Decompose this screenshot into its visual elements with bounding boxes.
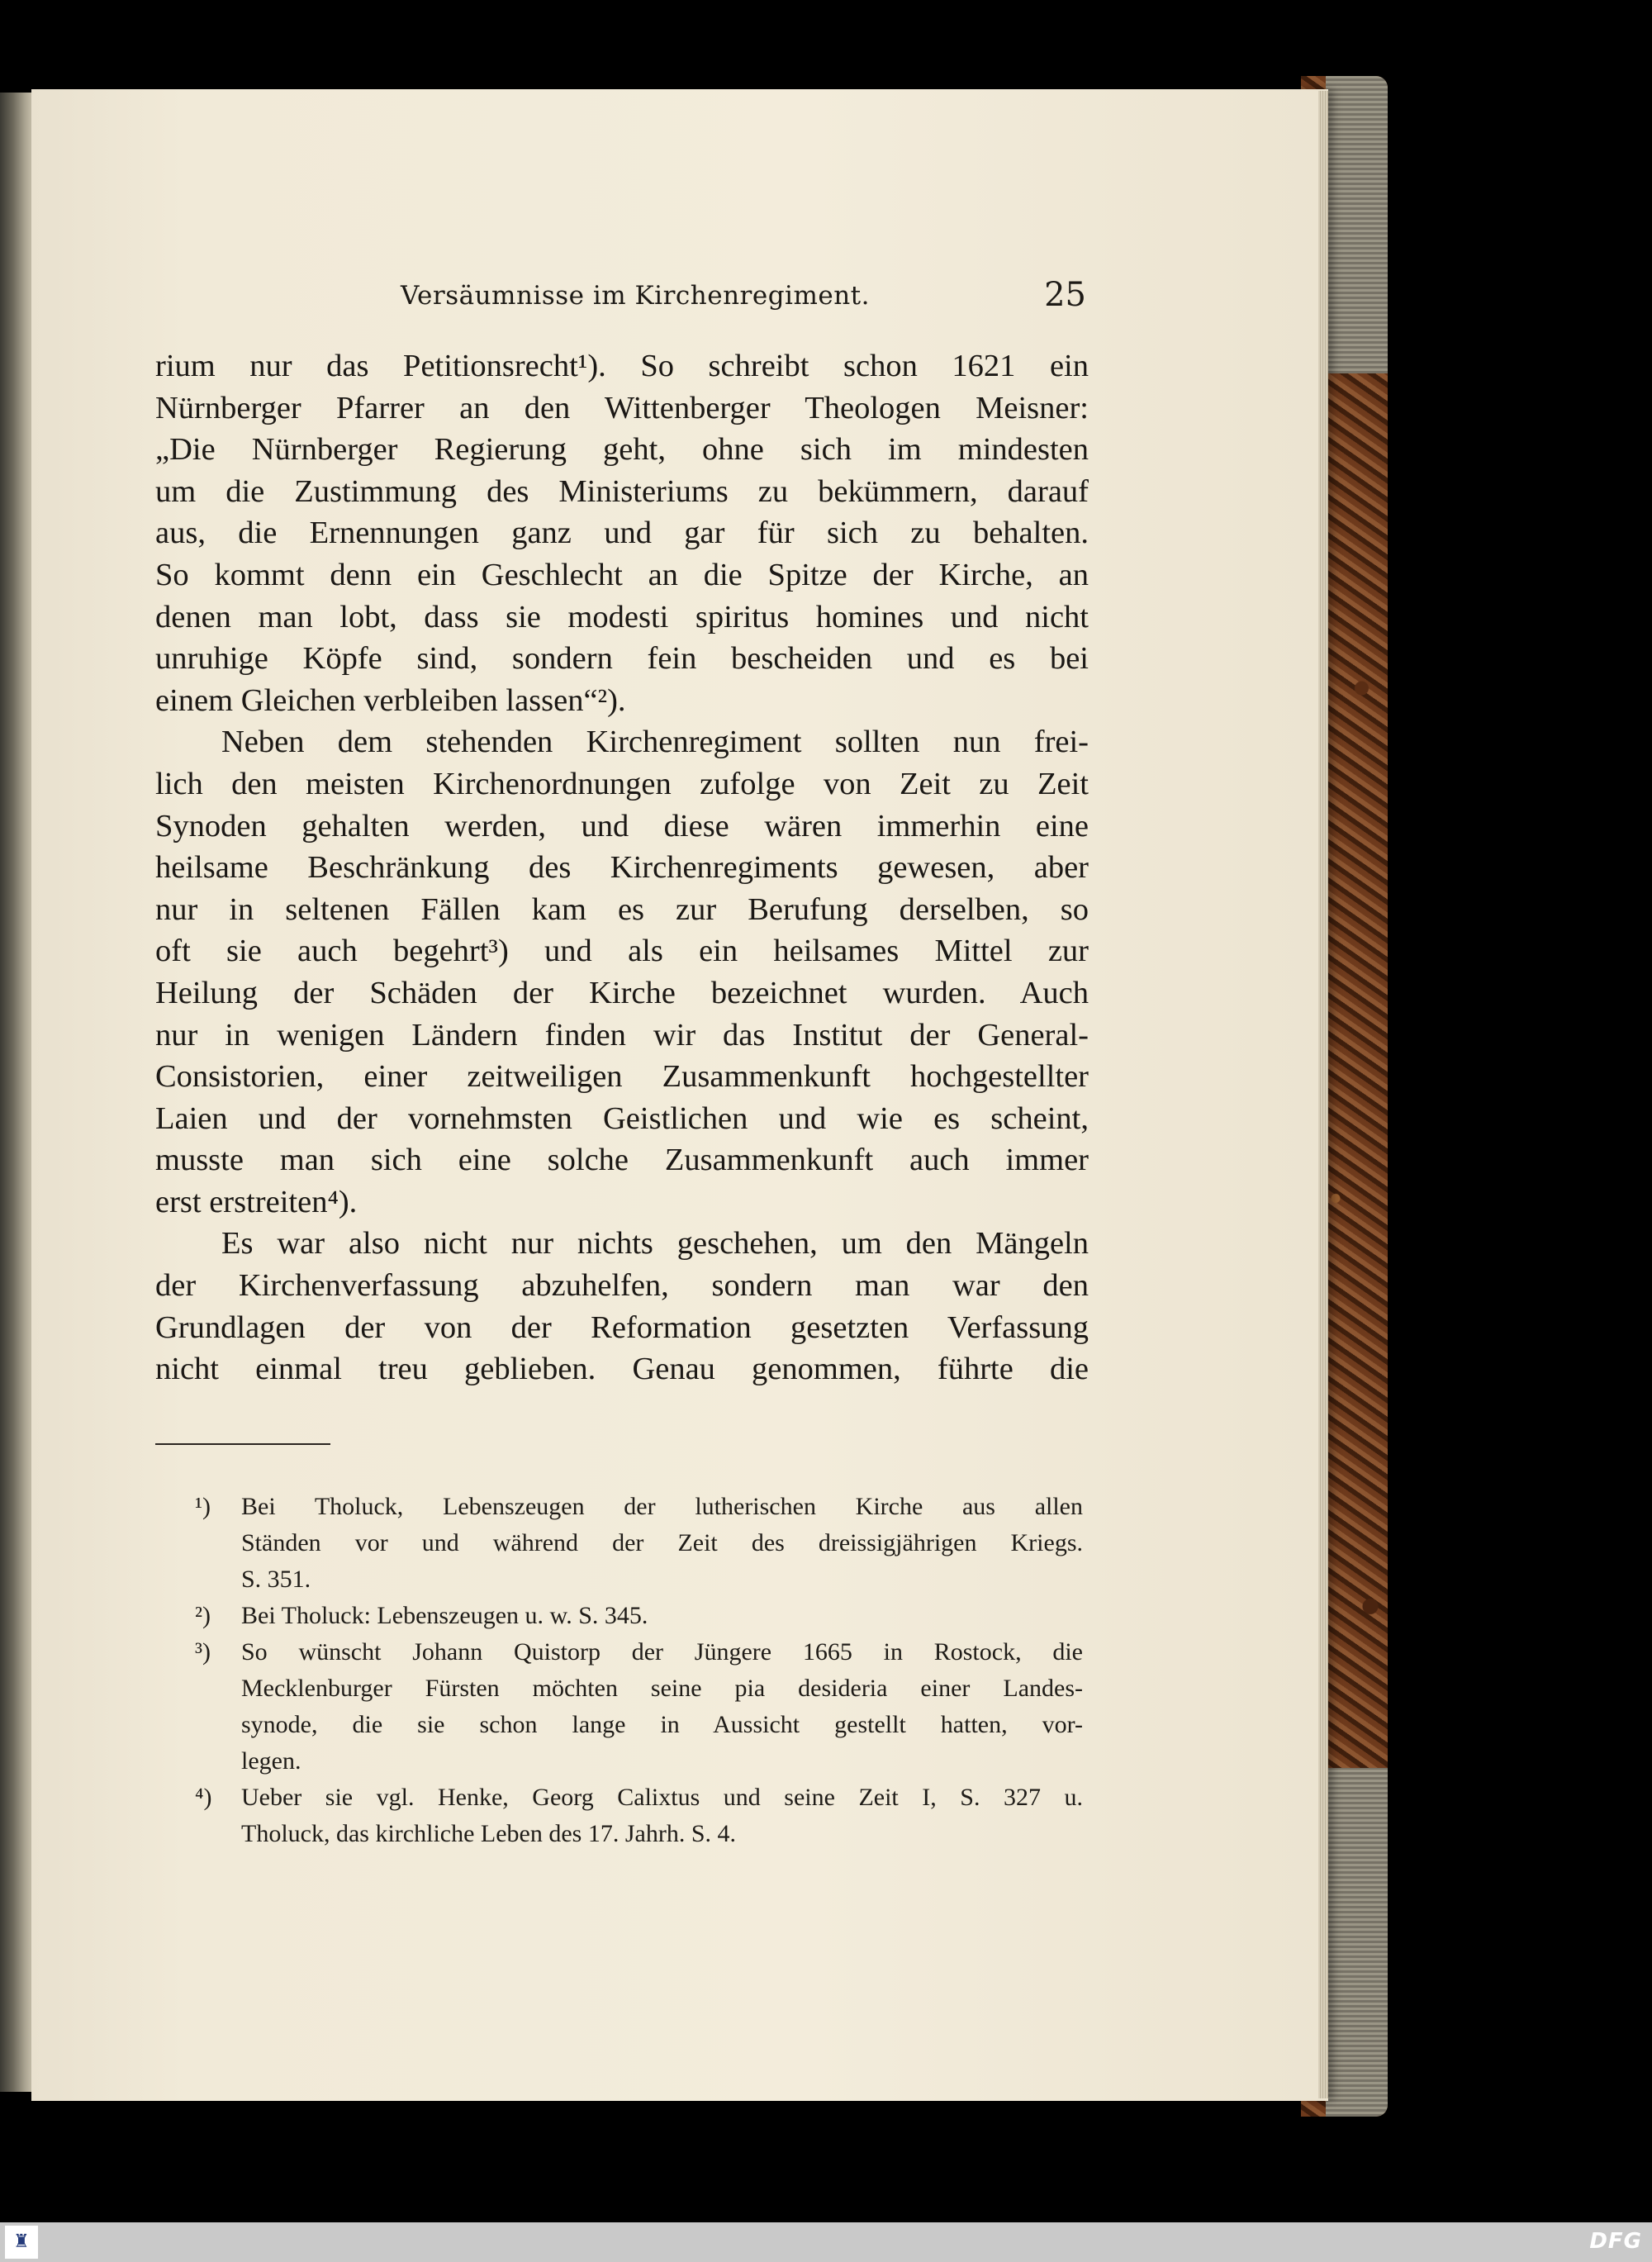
book-cover-cloth-bottom [1326, 1768, 1388, 2117]
footnote-line: Ueber sie vgl. Henke, Georg Calixtus und seine Zeit I, S. 327 u. [241, 1784, 1083, 1811]
body-line: Neben dem stehenden Kirchenregiment sollten nun frei- [221, 725, 1089, 760]
footnote-rule [155, 1443, 330, 1445]
body-line: Heilung der Schäden der Kirche bezeichnet wurden. Auch [155, 975, 1089, 1010]
body-line: rium nur das Petitionsrecht¹). So schreibt schon 1621 ein [155, 349, 1089, 383]
footnote-line: So wünscht Johann Quistorp der Jüngere 1665 in Rostock, die [241, 1638, 1083, 1666]
body-line: oft sie auch begehrt³) und als ein heilsames Mittel zur [155, 934, 1089, 969]
body-line: nicht einmal treu geblieben. Genau genommen, führte die [155, 1352, 1089, 1387]
body-line: Es war also nicht nur nichts geschehen, um den Mängeln [221, 1226, 1089, 1262]
footnote-4 [195, 1780, 1083, 1852]
footnote-mark: ³) [195, 1638, 211, 1666]
footnote-line: S. 351. [241, 1566, 311, 1593]
body-line: Laien und der vornehmsten Geistlichen und wie es scheint, [155, 1100, 1089, 1136]
body-line: lich den meisten Kirchenordnungen zufolge von Zeit zu Zeit [155, 766, 1089, 801]
body-line: um die Zustimmung des Ministeriums zu bekümmern, darauf [155, 473, 1089, 509]
body-line: aus, die Ernennungen ganz und gar für sich zu behalten. [155, 516, 1089, 551]
body-line: Grundlagen der von der Reformation gesetzten Verfassung [155, 1309, 1089, 1345]
body-line: einem Gleichen verbleiben lassen“²). [155, 682, 626, 718]
page-block-edge [1318, 91, 1328, 2098]
footnote-3 [195, 1634, 1083, 1780]
body-line: Synoden gehalten werden, und diese wären immerhin eine [155, 808, 1089, 843]
page-number: 25 [1044, 276, 1086, 314]
body-line: Nürnberger Pfarrer an den Wittenberger Theologen Meisner: [155, 390, 1089, 425]
footnote-line: Tholuck, das kirchliche Leben des 17. Jahrh. S. 4. [241, 1820, 737, 1847]
body-line: unruhige Köpfe sind, sondern fein bescheiden und es bei [155, 641, 1089, 677]
body-line: So kommt denn ein Geschlecht an die Spitze der Kirche, an [155, 557, 1089, 592]
book-cover-cloth-top [1326, 76, 1388, 373]
footnote-line: legen. [241, 1747, 301, 1775]
body-text [155, 345, 1089, 1390]
footnote-1 [195, 1489, 1083, 1598]
body-line: denen man lobt, dass sie modesti spiritus homines und nicht [155, 599, 1089, 634]
dfg-logo: DFG [1589, 2229, 1642, 2254]
running-title: Versäumnisse im Kirchenregiment. [401, 281, 870, 311]
footnote-line: Bei Tholuck, Lebenszeugen der lutherischen Kirche aus allen [241, 1493, 1083, 1520]
body-line: der Kirchenverfassung abzuhelfen, sondern man war den [155, 1268, 1089, 1304]
footnotes [195, 1489, 1083, 1852]
footnote-2 [195, 1598, 1083, 1634]
footnote-line: synode, die sie schon lange in Aussicht gestellt hatten, vor- [241, 1711, 1083, 1738]
footnote-mark: ²) [195, 1602, 211, 1629]
previous-page-edge [0, 93, 31, 2092]
body-line: musste man sich eine solche Zusammenkunft auch immer [155, 1143, 1089, 1178]
footnote-mark: ⁴) [195, 1784, 212, 1811]
body-line: nur in seltenen Fällen kam es zur Berufung derselben, so [155, 891, 1089, 927]
footnote-line: Mecklenburger Fürsten möchten seine pia desideria einer Landes- [241, 1675, 1083, 1702]
body-line: heilsame Beschränkung des Kirchenregiments gewesen, aber [155, 850, 1089, 886]
body-line: nur in wenigen Ländern finden wir das Institut der General- [155, 1017, 1089, 1053]
footnote-line: Ständen vor und während der Zeit des dreissigjährigen Kriegs. [241, 1529, 1083, 1556]
running-head [157, 276, 1086, 322]
library-logo-icon: ♜ [5, 2226, 38, 2259]
body-line: „Die Nürnberger Regierung geht, ohne sich im mindesten [155, 432, 1089, 468]
body-line: Consistorien, einer zeitweiligen Zusammenkunft hochgestellter [155, 1059, 1089, 1095]
body-line: erst erstreiten⁴). [155, 1184, 358, 1219]
viewer-bottom-bar [0, 2222, 1652, 2262]
footnote-line: Bei Tholuck: Lebenszeugen u. w. S. 345. [241, 1602, 648, 1629]
footnote-mark: ¹) [195, 1493, 211, 1520]
